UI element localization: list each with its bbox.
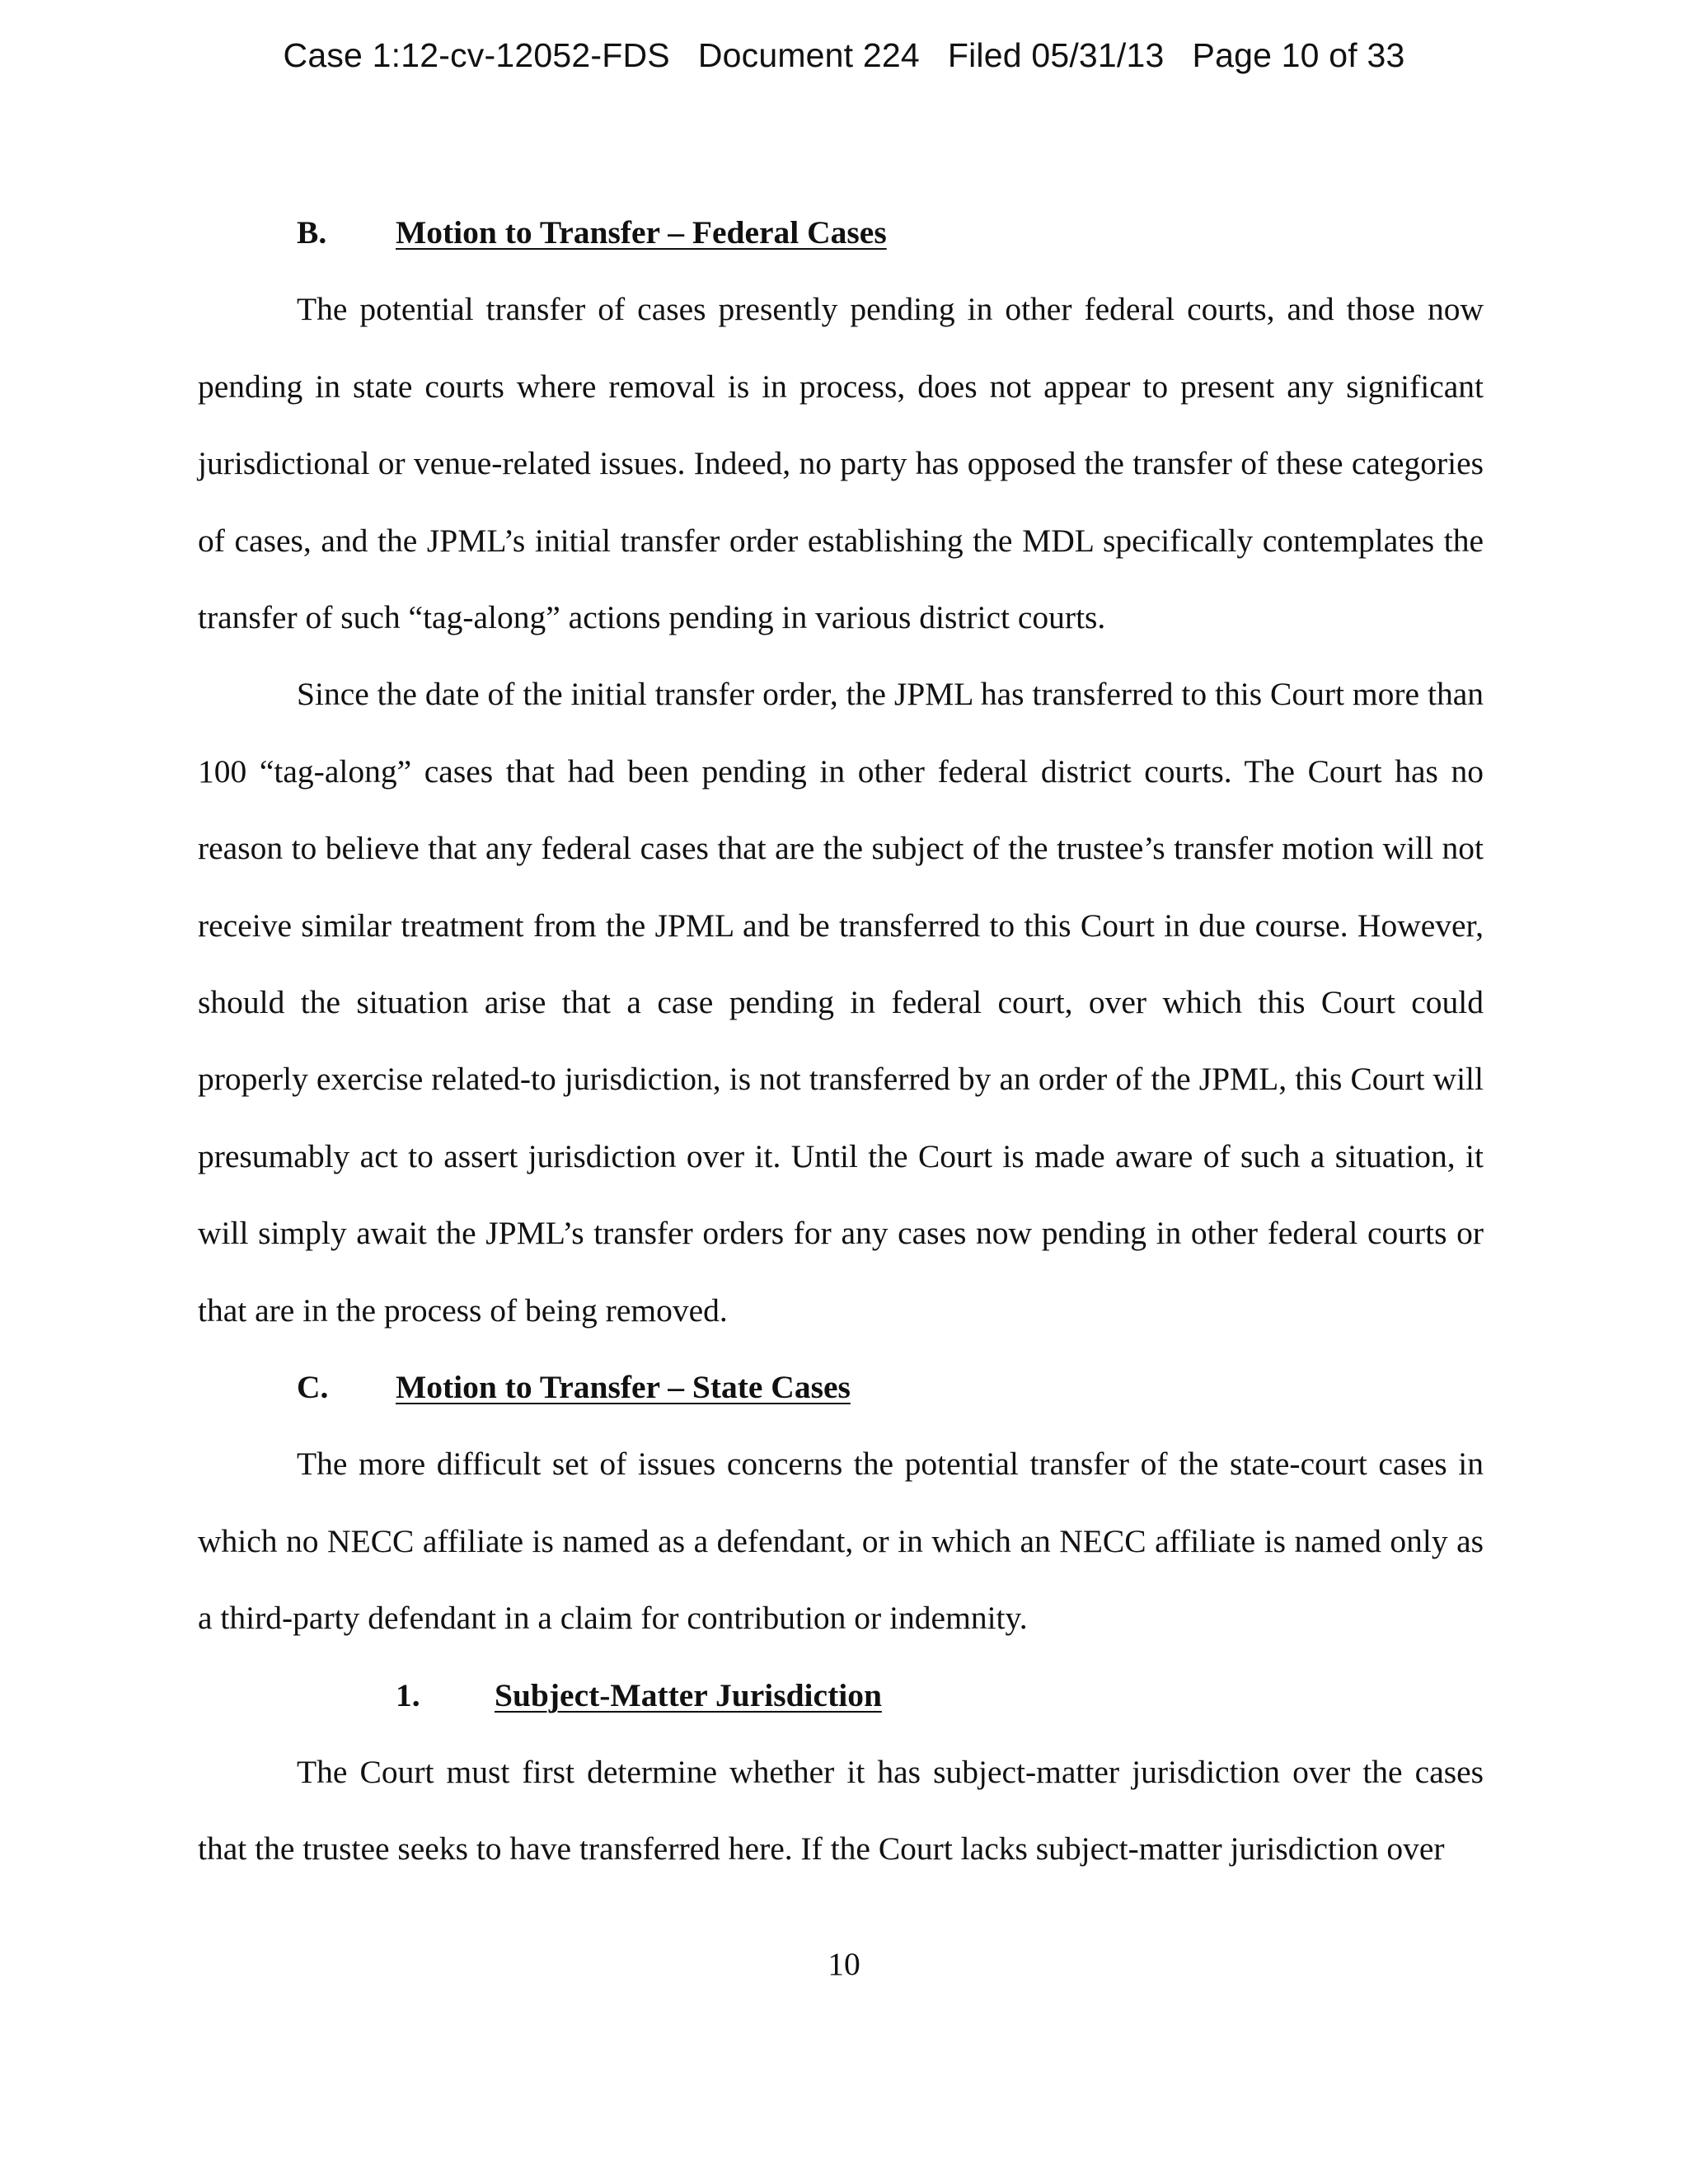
paragraph: The potential transfer of cases presently pending in other federal courts, and those now pending in state courts where removal is in process, does not appear to present any significant jurisdictional or venue-related issues. Indeed, no party has opposed the transfer of these categories of cases, and the JPML’s initial transfer order establishing the MDL specifically contemplates the transfer of such “tag-along” actions pending in various district courts. [198,291,1484,636]
section-heading-b [198,194,1484,271]
subsection-heading-1 [198,1657,1484,1734]
section-number: B. [297,214,327,251]
section-title: Motion to Transfer – Federal Cases [396,214,887,251]
document-number: Document 224 [697,36,920,74]
document-body [198,194,1484,1888]
subsection-title: Subject-Matter Jurisdiction [495,1676,882,1713]
court-filing-header [0,36,1688,75]
page-indicator: Page 10 of 33 [1192,36,1405,74]
section-title: Motion to Transfer – State Cases [396,1369,851,1406]
paragraph: The Court must first determine whether it has subject-matter jurisdiction over the cases that the trustee seeks to have transferred here. If the Court lacks subject-matter jurisdiction over [198,1754,1484,1868]
subsection-number: 1. [396,1676,420,1713]
page-number: 10 [828,1946,860,1982]
section-number: C. [297,1369,329,1406]
section-heading-c [198,1349,1484,1426]
paragraph: The more difficult set of issues concerns the potential transfer of the state-court cases in which no NECC affiliate is named as a defendant, or in which an NECC affiliate is named only as a third-party defendant in a claim for contribution or indemnity. [198,1446,1484,1637]
case-number: Case 1:12-cv-12052-FDS [283,36,670,74]
paragraph: Since the date of the initial transfer order, the JPML has transferred to this Court more than 100 “tag-along” cases that had been pending in other federal district courts. The Court has no reason to believe that any federal cases that are the subject of the trustee’s transfer motion will not receive similar treatment from the JPML and be transferred to this Court in due course. However, should the situation arise that a case pending in federal court, over which this Court could properly exercise related-to jurisdiction, is not transferred by an order of the JPML, this Court will presumably act to assert jurisdiction over it. Until the Court is made aware of such a situation, it will simply await the JPML’s transfer orders for any cases now pending in other federal courts or that are in the process of being removed. [198,676,1484,1329]
filed-date: Filed 05/31/13 [947,36,1165,74]
